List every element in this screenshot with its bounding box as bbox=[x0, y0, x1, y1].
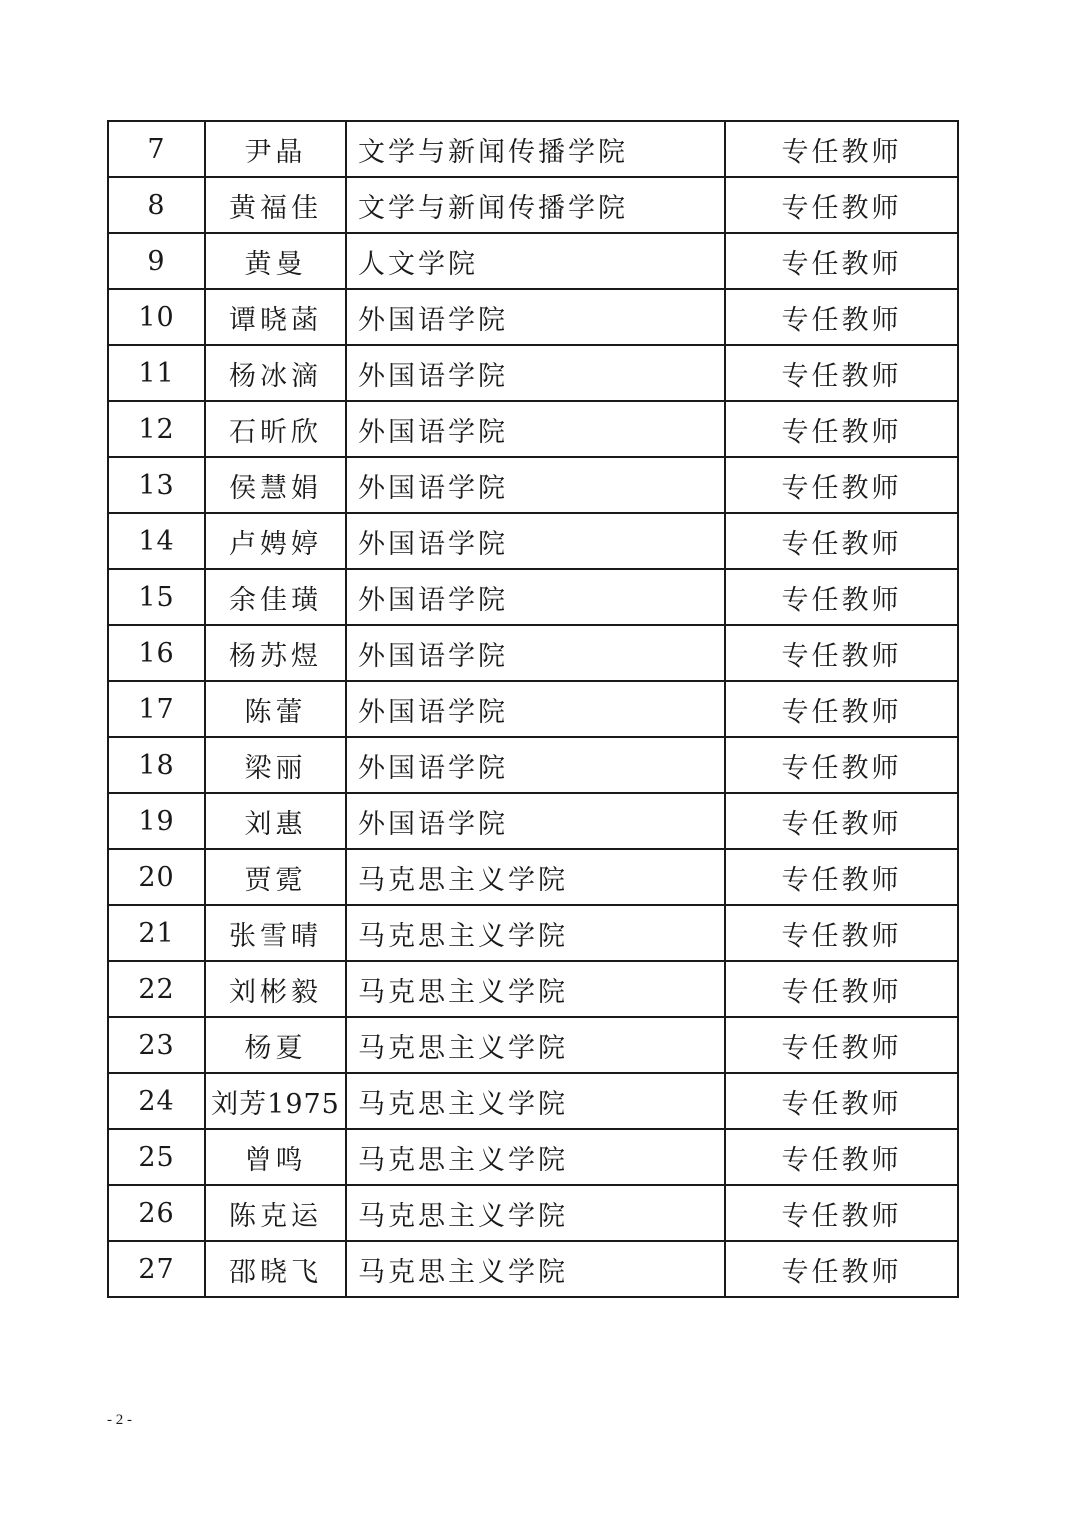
row-number: 22 bbox=[108, 961, 205, 1017]
staff-name: 曾鸣 bbox=[205, 1129, 346, 1185]
table-row bbox=[108, 1185, 958, 1241]
staff-name: 贾霓 bbox=[205, 849, 346, 905]
staff-name: 尹晶 bbox=[205, 121, 346, 177]
staff-role: 专任教师 bbox=[725, 793, 958, 849]
row-number: 18 bbox=[108, 737, 205, 793]
college-name: 马克思主义学院 bbox=[346, 1241, 725, 1297]
college-name: 马克思主义学院 bbox=[346, 1073, 725, 1129]
staff-role: 专任教师 bbox=[725, 513, 958, 569]
college-name: 外国语学院 bbox=[346, 345, 725, 401]
table-row bbox=[108, 233, 958, 289]
staff-name: 卢娉婷 bbox=[205, 513, 346, 569]
staff-role: 专任教师 bbox=[725, 569, 958, 625]
college-name: 外国语学院 bbox=[346, 793, 725, 849]
row-number: 23 bbox=[108, 1017, 205, 1073]
page-number: - 2 - bbox=[107, 1412, 132, 1428]
college-name: 外国语学院 bbox=[346, 457, 725, 513]
staff-roster-table bbox=[107, 120, 959, 1298]
staff-role: 专任教师 bbox=[725, 1017, 958, 1073]
table-row bbox=[108, 681, 958, 737]
table-row bbox=[108, 737, 958, 793]
college-name: 外国语学院 bbox=[346, 737, 725, 793]
table-row bbox=[108, 793, 958, 849]
staff-role: 专任教师 bbox=[725, 177, 958, 233]
staff-name: 梁丽 bbox=[205, 737, 346, 793]
table-row bbox=[108, 569, 958, 625]
staff-role: 专任教师 bbox=[725, 1129, 958, 1185]
staff-role: 专任教师 bbox=[725, 849, 958, 905]
staff-role: 专任教师 bbox=[725, 1073, 958, 1129]
row-number: 13 bbox=[108, 457, 205, 513]
staff-name: 侯慧娟 bbox=[205, 457, 346, 513]
row-number: 10 bbox=[108, 289, 205, 345]
row-number: 11 bbox=[108, 345, 205, 401]
college-name: 外国语学院 bbox=[346, 401, 725, 457]
staff-name: 谭晓菡 bbox=[205, 289, 346, 345]
row-number: 16 bbox=[108, 625, 205, 681]
college-name: 文学与新闻传播学院 bbox=[346, 177, 725, 233]
table-row bbox=[108, 457, 958, 513]
staff-name: 邵晓飞 bbox=[205, 1241, 346, 1297]
staff-name: 杨冰滴 bbox=[205, 345, 346, 401]
row-number: 27 bbox=[108, 1241, 205, 1297]
row-number: 19 bbox=[108, 793, 205, 849]
staff-name: 余佳璜 bbox=[205, 569, 346, 625]
table-row bbox=[108, 401, 958, 457]
staff-name: 陈克运 bbox=[205, 1185, 346, 1241]
row-number: 26 bbox=[108, 1185, 205, 1241]
college-name: 文学与新闻传播学院 bbox=[346, 121, 725, 177]
table-row bbox=[108, 121, 958, 177]
college-name: 马克思主义学院 bbox=[346, 961, 725, 1017]
table-row bbox=[108, 289, 958, 345]
college-name: 马克思主义学院 bbox=[346, 849, 725, 905]
row-number: 7 bbox=[108, 121, 205, 177]
row-number: 24 bbox=[108, 1073, 205, 1129]
staff-name: 刘彬毅 bbox=[205, 961, 346, 1017]
staff-role: 专任教师 bbox=[725, 401, 958, 457]
college-name: 马克思主义学院 bbox=[346, 1185, 725, 1241]
row-number: 20 bbox=[108, 849, 205, 905]
staff-role: 专任教师 bbox=[725, 121, 958, 177]
staff-role: 专任教师 bbox=[725, 1241, 958, 1297]
table-row bbox=[108, 1129, 958, 1185]
staff-name: 黄福佳 bbox=[205, 177, 346, 233]
table-row bbox=[108, 905, 958, 961]
table-row bbox=[108, 625, 958, 681]
college-name: 外国语学院 bbox=[346, 289, 725, 345]
staff-role: 专任教师 bbox=[725, 289, 958, 345]
college-name: 马克思主义学院 bbox=[346, 1017, 725, 1073]
table-row bbox=[108, 1241, 958, 1297]
staff-name: 杨夏 bbox=[205, 1017, 346, 1073]
staff-name: 陈蕾 bbox=[205, 681, 346, 737]
table-row bbox=[108, 1017, 958, 1073]
table-row bbox=[108, 849, 958, 905]
staff-role: 专任教师 bbox=[725, 233, 958, 289]
row-number: 8 bbox=[108, 177, 205, 233]
college-name: 马克思主义学院 bbox=[346, 1129, 725, 1185]
staff-role: 专任教师 bbox=[725, 961, 958, 1017]
table-row bbox=[108, 345, 958, 401]
staff-roster-body bbox=[108, 121, 958, 1297]
staff-role: 专任教师 bbox=[725, 457, 958, 513]
staff-name: 张雪晴 bbox=[205, 905, 346, 961]
college-name: 外国语学院 bbox=[346, 625, 725, 681]
staff-name: 刘芳1975 bbox=[205, 1073, 346, 1129]
college-name: 外国语学院 bbox=[346, 681, 725, 737]
staff-role: 专任教师 bbox=[725, 625, 958, 681]
table-row bbox=[108, 961, 958, 1017]
table-row bbox=[108, 513, 958, 569]
row-number: 9 bbox=[108, 233, 205, 289]
college-name: 外国语学院 bbox=[346, 513, 725, 569]
row-number: 15 bbox=[108, 569, 205, 625]
college-name: 人文学院 bbox=[346, 233, 725, 289]
staff-role: 专任教师 bbox=[725, 737, 958, 793]
staff-name: 石昕欣 bbox=[205, 401, 346, 457]
table-row bbox=[108, 1073, 958, 1129]
staff-name: 刘惠 bbox=[205, 793, 346, 849]
staff-role: 专任教师 bbox=[725, 1185, 958, 1241]
row-number: 21 bbox=[108, 905, 205, 961]
staff-role: 专任教师 bbox=[725, 905, 958, 961]
staff-role: 专任教师 bbox=[725, 345, 958, 401]
table-row bbox=[108, 177, 958, 233]
row-number: 25 bbox=[108, 1129, 205, 1185]
staff-name: 黄曼 bbox=[205, 233, 346, 289]
row-number: 14 bbox=[108, 513, 205, 569]
row-number: 12 bbox=[108, 401, 205, 457]
staff-role: 专任教师 bbox=[725, 681, 958, 737]
staff-name: 杨苏煜 bbox=[205, 625, 346, 681]
row-number: 17 bbox=[108, 681, 205, 737]
college-name: 外国语学院 bbox=[346, 569, 725, 625]
college-name: 马克思主义学院 bbox=[346, 905, 725, 961]
